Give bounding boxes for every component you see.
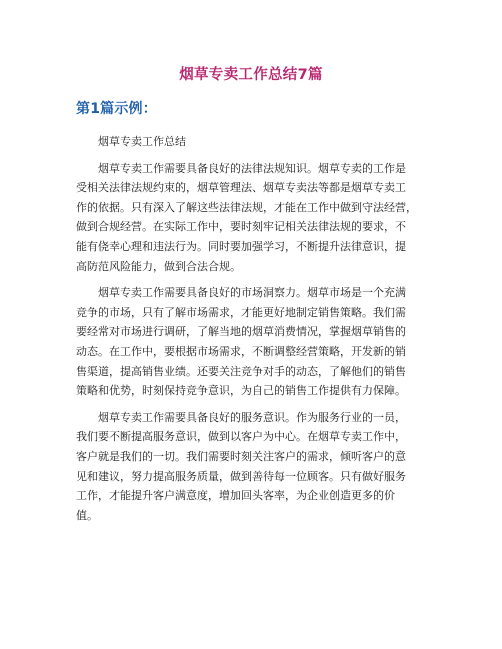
paragraph-line: 售渠道，提高销售业绩。还要关注竞争对手的动态，了解他们的销售 — [76, 364, 406, 378]
paragraph-line: 客户就是我们的一切。我们需要时刻关注客户的需求，倾听客户的意 — [76, 449, 406, 463]
paragraph-line: 做到合规经营。在实际工作中，要时刻牢记相关法律法规的要求，不 — [76, 220, 406, 234]
document-body — [76, 132, 446, 532]
paragraph-line: 动态。在工作中，要根据市场需求，不断调整经营策略，开发新的销 — [76, 344, 406, 358]
paragraph-market-insight — [76, 283, 446, 401]
paragraph-line: 受相关法律法规约束的，烟草管理法、烟草专卖法等都是烟草专卖工 — [76, 181, 406, 195]
paragraph-line: 烟草专卖工作需要具备良好的服务意识。作为服务行业的一员， — [98, 410, 406, 424]
paragraph-line: 值。 — [76, 508, 98, 522]
paragraph-line: 烟草专卖工作需要具备良好的法律法规知识。烟草专卖的工作是 — [98, 161, 406, 175]
paragraph-line: 作的依据。只有深入了解这些法律法规，才能在工作中做到守法经营， — [76, 200, 417, 214]
paragraph-line: 要经常对市场进行调研，了解当地的烟草消费情况，掌握烟草销售的 — [76, 325, 406, 339]
paragraph-service-awareness — [76, 408, 446, 526]
subtitle: 烟草专卖工作总结 — [98, 135, 186, 148]
section-heading: 第1篇示例： — [76, 101, 157, 117]
paragraph-line: 竞争的市场，只有了解市场需求，才能更好地制定销售策略。我们需 — [76, 305, 406, 319]
subtitle-paragraph — [76, 132, 446, 152]
document-title: 烟草专卖工作总结7篇 — [179, 67, 323, 83]
paragraph-line: 能有侥幸心理和违法行为。同时要加强学习，不断提升法律意识，提 — [76, 239, 406, 253]
paragraph-line: 工作，才能提升客户满意度，增加回头客率，为企业创造更多的价 — [76, 489, 395, 503]
paragraph-line: 烟草专卖工作需要具备良好的市场洞察力。烟草市场是一个充满 — [98, 286, 406, 300]
paragraph-legal-knowledge — [76, 159, 446, 277]
paragraph-line: 我们要不断提高服务意识，做到以客户为中心。在烟草专卖工作中， — [76, 430, 406, 444]
paragraph-line: 高防范风险能力，做到合法合规。 — [76, 259, 241, 273]
paragraph-line: 策略和优势，时刻保持竞争意识，为自己的销售工作提供有力保障。 — [76, 384, 406, 398]
paragraph-line: 见和建议，努力提高服务质量，做到善待每一位顾客。只有做好服务 — [76, 469, 406, 483]
